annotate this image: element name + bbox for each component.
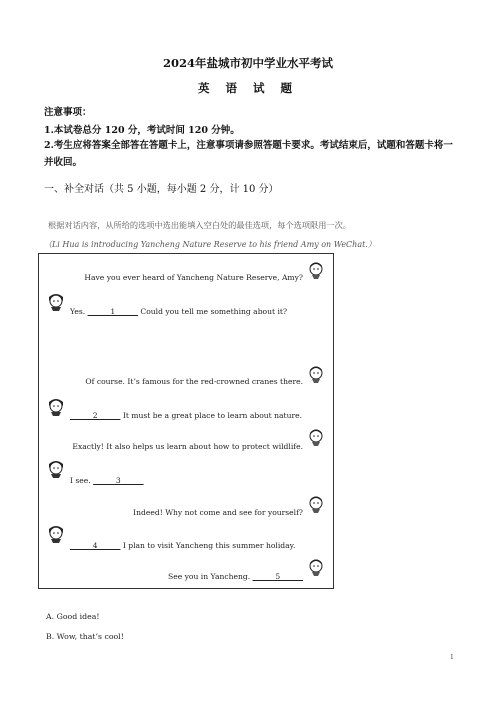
dialogue-line-8: ______4______ I plan to visit Yancheng this summer holiday.: [70, 541, 296, 550]
dialogue-line-5: Exactly! It also helps us learn about how to protect wildlife.: [72, 442, 303, 451]
dialogue-line-6: I see. ______3______: [70, 476, 144, 485]
amy-avatar-icon: [306, 427, 326, 447]
amy-avatar-icon: [306, 260, 326, 280]
dialogue-context: （Li Hua is introducing Yancheng Nature Reserve to his friend Amy on WeChat.）: [44, 240, 376, 249]
blank-1: ______1______: [87, 307, 138, 316]
blank-5: ______5______: [252, 572, 303, 581]
dialogue-line-4: ______2______ It must be a great place to learn about nature.: [70, 411, 303, 420]
li-hua-avatar-icon: [46, 524, 66, 544]
section-instruction: 根据对话内容，从所给的选项中选出能填入空白处的最佳选项，每个选项限用一次。: [48, 220, 351, 230]
option-b: B. Wow, that’s cool!: [46, 632, 124, 641]
exam-title: 2024年盐城市初中学业水平考试: [162, 56, 333, 70]
exam-subtitle: 英 语 试 题: [197, 81, 298, 95]
notice-heading: 注意事项：: [44, 107, 92, 118]
page-number: 1: [450, 654, 454, 661]
blank-3: ______3______: [93, 476, 144, 485]
li-hua-avatar-icon: [46, 397, 66, 417]
dialogue-line-9: See you in Yancheng. ______5______: [168, 572, 303, 581]
dialogue-line-1: Have you ever heard of Yancheng Nature Reserve, Amy?: [84, 273, 303, 282]
amy-avatar-icon: [306, 494, 326, 514]
blank-4: ______4______: [70, 541, 121, 550]
dialogue-line-3: Of course. It’s famous for the red-crowned cranes there.: [85, 377, 303, 386]
section-heading: 一、补全对话（共 5 小题，每小题 2 分，计 10 分）: [44, 184, 279, 195]
option-a: A. Good idea!: [46, 612, 100, 621]
li-hua-avatar-icon: [46, 459, 66, 479]
li-hua-avatar-icon: [46, 292, 66, 312]
notice-item-2: 2.考生应将答案全部答在答题卡上，注意事项请参照答题卡要求。考试结束后，试题和答题卡将一并收回。: [44, 140, 453, 168]
blank-2: ______2______: [70, 411, 121, 420]
dialogue-line-2: Yes. ______1______ Could you tell me something about it?: [70, 307, 288, 316]
amy-avatar-icon: [306, 557, 326, 577]
notice-item-1: 1.本试卷总分 120 分，考试时间 120 分钟。: [44, 125, 240, 136]
amy-avatar-icon: [306, 364, 326, 384]
wechat-dialogue-box: [38, 253, 334, 589]
dialogue-line-7: Indeed! Why not come and see for yourself?: [133, 508, 303, 517]
